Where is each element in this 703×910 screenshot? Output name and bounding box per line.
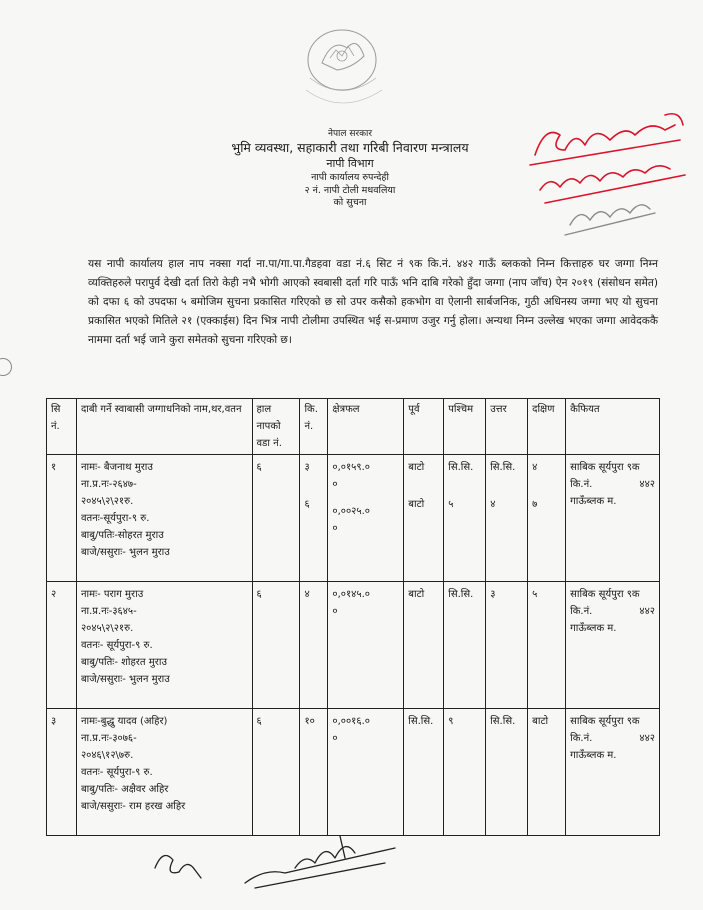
remark-line: गाऊँब्लक म. xyxy=(570,496,617,507)
remark-line: साबिक सूर्यपुरा ९क xyxy=(570,589,640,600)
cell-remarks xyxy=(566,709,660,836)
claims-table xyxy=(46,398,660,836)
notice-title: को सुचना xyxy=(333,197,367,209)
claimant-line: २०४५\२\२१रु. xyxy=(80,496,134,507)
document-header xyxy=(150,128,550,210)
ministry-name: भुमि व्यवस्था, सहाकारी तथा गरिबी निवारण मन्त्रालय xyxy=(231,140,469,156)
header-ward: हाल नापको वडा नं. xyxy=(252,399,300,455)
remark-kitta-number: ४४२ xyxy=(639,606,655,617)
header-area: क्षेत्रफल xyxy=(328,399,404,455)
remark-kitta-number: ४४२ xyxy=(639,733,655,744)
area-value: ० xyxy=(332,733,338,744)
area-value: ०,००१६.० xyxy=(332,716,370,727)
team-name: २ नं. नापी टोली मधवलिया xyxy=(304,184,396,196)
claimant-line: ना.प्र.नः-३६४५- xyxy=(80,606,137,617)
cell-west xyxy=(444,455,486,582)
south-value: ७ xyxy=(532,499,538,510)
cell-ward: ६ xyxy=(252,455,300,582)
area-value: ०,००२५.० xyxy=(332,506,370,517)
government-name: नेपाल सरकार xyxy=(327,129,373,139)
claimant-line: बाबु/पतिः- शोहरत मुराउ xyxy=(80,657,167,668)
east-value: बाटो xyxy=(408,499,425,510)
remark-line: गाऊँब्लक म. xyxy=(570,750,617,761)
cell-ward: ६ xyxy=(252,709,300,836)
cell-claimant xyxy=(76,455,252,582)
cell-north xyxy=(486,455,528,582)
cell-sn: ३ xyxy=(47,709,77,836)
header-west: पश्चिम xyxy=(444,399,486,455)
header-south: दक्षिण xyxy=(528,399,566,455)
claimant-line: बाजे/ससुराः- भुलन मुराउ xyxy=(80,674,170,685)
cell-sn: १ xyxy=(47,455,77,582)
cell-north: सि.सि. xyxy=(486,709,528,836)
claimant-line: नामः- पराग मुराउ xyxy=(80,589,144,600)
cell-south xyxy=(528,455,566,582)
department-name: नापी विभाग xyxy=(326,157,374,171)
cell-remarks xyxy=(566,582,660,709)
cell-area xyxy=(328,455,404,582)
claimant-line: बाबु/पतिः- अक्षैवर अहिर xyxy=(80,784,169,795)
table-header-row xyxy=(47,399,660,455)
claimant-line: नामः-बुद्धु यादव (अहिर) xyxy=(80,716,168,727)
cell-kitta: १० xyxy=(300,709,328,836)
cell-north: ३ xyxy=(486,582,528,709)
cell-kitta: ४ xyxy=(300,582,328,709)
table-row xyxy=(47,455,660,582)
cell-east xyxy=(404,455,444,582)
claimant-line: वतनः-सूर्यपुरा-९ रु. xyxy=(80,513,150,524)
kitta-value: ६ xyxy=(304,499,310,510)
kitta-value: ३ xyxy=(304,462,310,473)
cell-remarks xyxy=(566,455,660,582)
claimant-line: नामः- बैजनाथ मुराउ xyxy=(80,462,153,473)
area-value: ० xyxy=(332,523,338,534)
cell-sn: २ xyxy=(47,582,77,709)
punch-hole xyxy=(0,358,12,376)
west-value: सि.सि. xyxy=(448,462,474,473)
claimant-line: वतनः- सूर्यपुरा-९ रु. xyxy=(80,640,153,651)
cell-claimant xyxy=(76,582,252,709)
cell-claimant xyxy=(76,709,252,836)
north-value: ४ xyxy=(490,499,496,510)
header-east: पूर्व xyxy=(404,399,444,455)
claimant-line: ना.प्र.नः-३०७६- xyxy=(80,733,137,744)
government-seal-icon xyxy=(292,18,392,113)
table-row xyxy=(47,582,660,709)
west-value: ५ xyxy=(448,499,454,510)
claimant-line: बाबु/पतिः-सोहरत मुराउ xyxy=(80,530,164,541)
claimant-line: ना.प्र.नः-२६४७- xyxy=(80,479,137,490)
cell-south: ५ xyxy=(528,582,566,709)
area-value: ०,०१५९.० xyxy=(332,462,370,473)
cell-area xyxy=(328,582,404,709)
remark-line: गाऊँब्लक म. xyxy=(570,623,617,634)
remark-kitta-label: कि.नं. xyxy=(570,606,593,617)
cell-west: सि.सि. xyxy=(444,582,486,709)
cell-east: सि.सि. xyxy=(404,709,444,836)
east-value: बाटो xyxy=(408,462,425,473)
cell-east: बाटो xyxy=(404,582,444,709)
area-value: ० xyxy=(332,606,338,617)
cell-area xyxy=(328,709,404,836)
claimant-line: २०४५\२\२१रु. xyxy=(80,623,134,634)
cell-south: बाटो xyxy=(528,709,566,836)
claimant-line: बाजे/ससुराः- राम हरख अहिर xyxy=(80,801,186,812)
remark-line: साबिक सूर्यपुरा ९क xyxy=(570,716,640,727)
notice-paragraph: यस नापी कार्यालय हाल नाप नक्सा गर्दा ना.पा/गा.पा.गैडहवा वडा नं.६ सिट नं ९क कि.नं. ४४२ गाऊँ ब्लकको निम्न कित्ताहरु घर जग्गा निम्न व्यक्तिहरुले परापुर्व देखी दर्ता तिरो केही नभै भोगी आएको स्वबासी दर्ता गरि पाऊँ भनि दाबि गरेको हुँदा जग्गा (नाप जाँच) ऐन २०१९ (संसोधन समेत) को दफा ६ को उपदफा ५ बमोजिम सुचना प्रकासित गरिएको छ सो उपर कसैको हकभोग वा ऐलानी सार्बजनिक, गुठी अधिनस्य जग्गा भए यो सुचना प्रकासित भएको मितिले २१ (एक्काईस) दिन भित्र नापी टोलीमा उपस्थित भई स-प्रमाण उजुर गर्नु होला। अन्यथा निम्न उल्लेख भएका जग्गा आवेदककै नाममा दर्ता भई जाने कुरा समेतको सुचना गरिएको छ। xyxy=(88,258,658,346)
cell-ward: ६ xyxy=(252,582,300,709)
table-row xyxy=(47,709,660,836)
header-claimant: दाबी गर्ने स्वाबासी जग्गाधनिको नाम,थर,वतन xyxy=(76,399,252,455)
bottom-signature xyxy=(145,828,405,898)
office-name: नापी कार्यालय रुपन्देही xyxy=(311,171,389,183)
header-kitta: कि. नं. xyxy=(300,399,328,455)
area-value: ० xyxy=(332,479,338,490)
cell-kitta xyxy=(300,455,328,582)
header-north: उत्तर xyxy=(486,399,528,455)
claimant-line: बाजे/ससुराः- भुलन मुराउ xyxy=(80,547,170,558)
remark-kitta-number: ४४२ xyxy=(639,479,655,490)
claimant-line: २०४६\१२\७रु. xyxy=(80,750,134,761)
remark-kitta-label: कि.नं. xyxy=(570,733,593,744)
remark-kitta-label: कि.नं. xyxy=(570,479,593,490)
claimant-line: वतनः- सूर्यपुरा-९ रु. xyxy=(80,767,153,778)
north-value: सि.सि. xyxy=(490,462,516,473)
handwritten-signature-stamp xyxy=(515,95,695,245)
area-value: ०,०१४५.० xyxy=(332,589,370,600)
cell-west: ९ xyxy=(444,709,486,836)
south-value: ४ xyxy=(532,462,538,473)
remark-line: साबिक सूर्यपुरा ९क xyxy=(570,462,640,473)
header-remarks: कैफियत xyxy=(566,399,660,455)
header-sn: सि नं. xyxy=(47,399,77,455)
